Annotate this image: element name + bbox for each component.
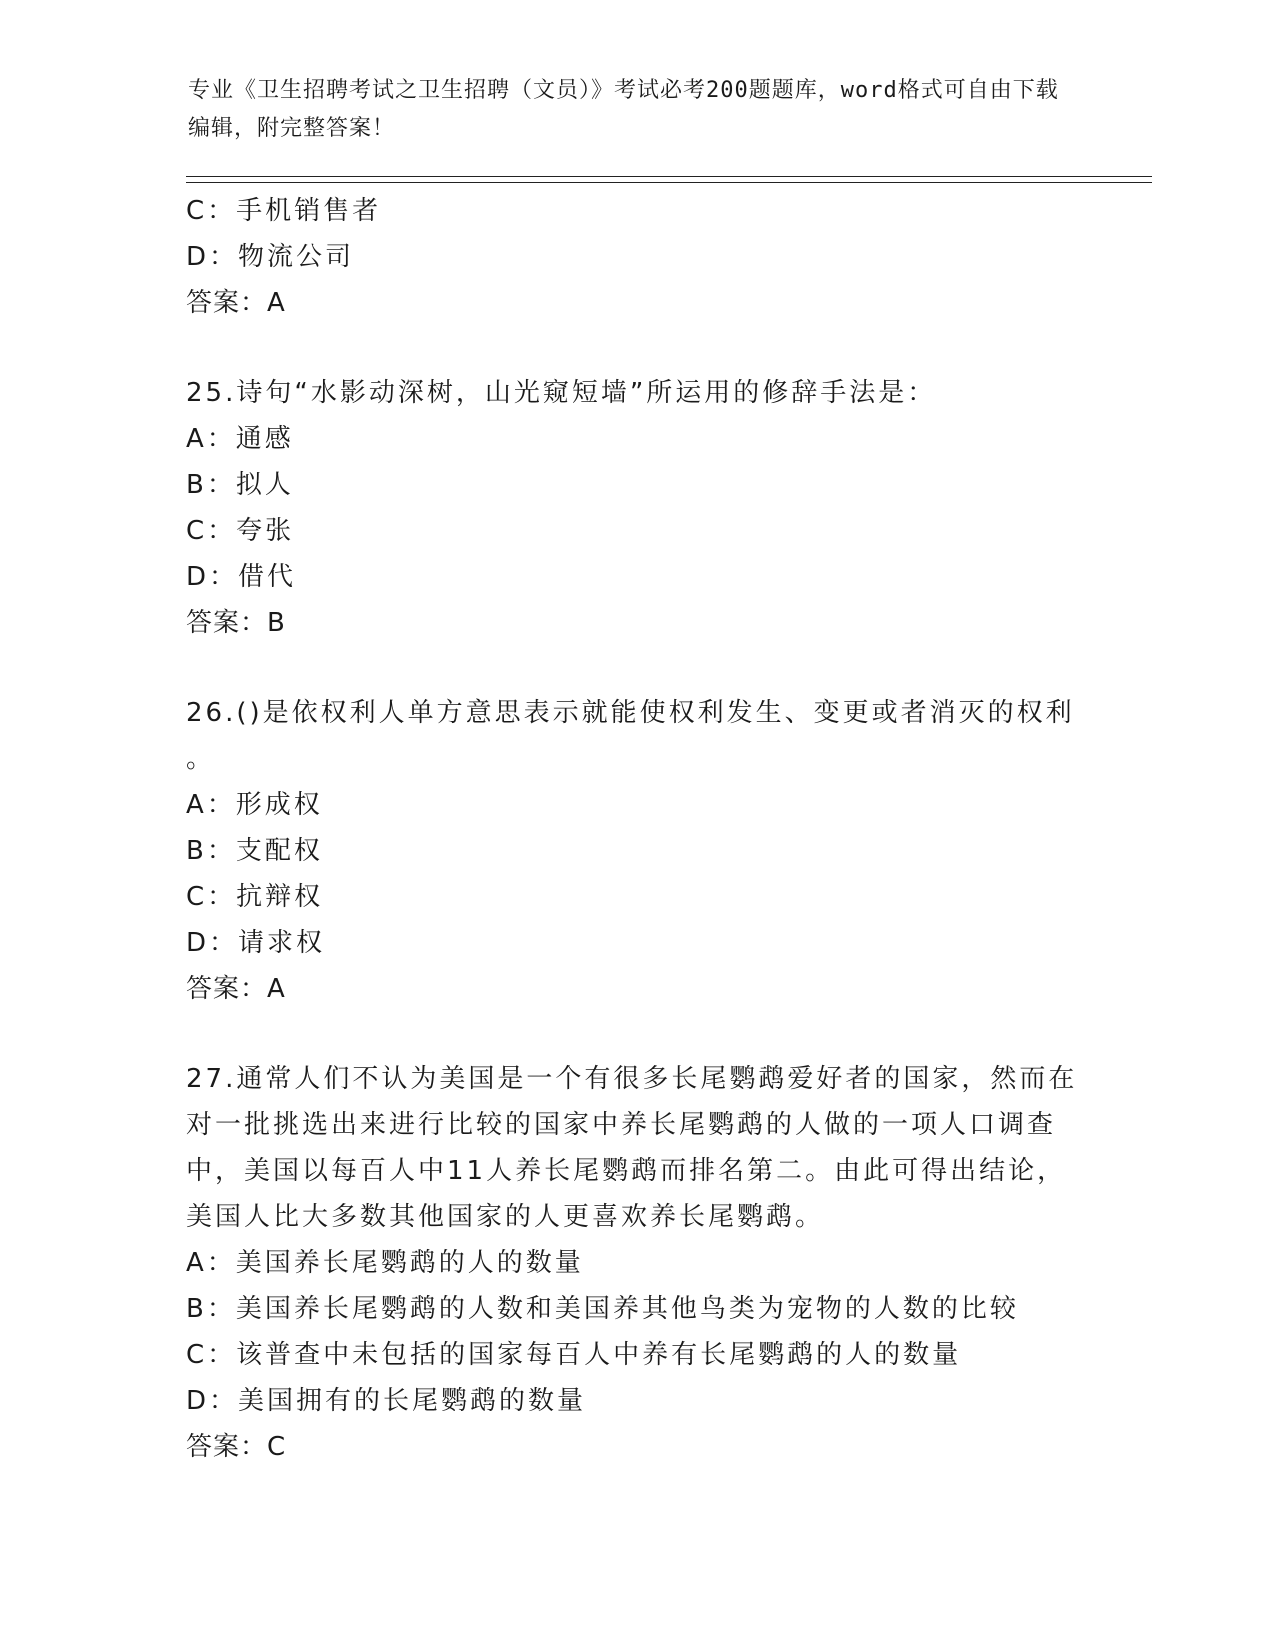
question-text-line: 美国人比大多数其他国家的人更喜欢养长尾鹦鹉。	[186, 1202, 825, 1232]
question-text: 26.()是依权利人单方意思表示就能使权利发生、变更或者消灭的权利	[186, 698, 1075, 728]
option-a: A：通感	[186, 424, 294, 454]
option-b: B：支配权	[186, 836, 323, 866]
option-a: A：形成权	[186, 790, 323, 820]
question-list	[186, 188, 1086, 1470]
option-d: D：借代	[186, 562, 297, 592]
option-d: D：请求权	[186, 928, 326, 958]
option-b: B：拟人	[186, 470, 294, 500]
question-26	[186, 690, 1086, 1012]
option-c: C：抗辩权	[186, 882, 324, 912]
header-rule-bottom	[186, 182, 1152, 183]
document-header: 专业《卫生招聘考试之卫生招聘（文员）》考试必考200题题库，word格式可自由下载编辑，附完整答案！	[188, 78, 1059, 141]
question-text-line: 27.通常人们不认为美国是一个有很多长尾鹦鹉爱好者的国家，然而在	[186, 1064, 1078, 1094]
question-25	[186, 370, 1086, 646]
option-d: D：物流公司	[186, 242, 355, 272]
option-c: C：手机销售者	[186, 196, 382, 226]
header-rule-top	[186, 176, 1152, 177]
answer: 答案：C	[186, 1432, 287, 1462]
option-c: C：夸张	[186, 516, 295, 546]
question-text-tail: 。	[186, 744, 216, 774]
question-text: 25.诗句“水影动深树，山光窥短墙”所运用的修辞手法是：	[186, 378, 937, 408]
option-d: D：美国拥有的长尾鹦鹉的数量	[186, 1386, 587, 1416]
option-a: A：美国养长尾鹦鹉的人的数量	[186, 1248, 584, 1278]
option-c: C：该普查中未包括的国家每百人中养有长尾鹦鹉的人的数量	[186, 1340, 962, 1370]
question-27	[186, 1056, 1086, 1470]
answer: 答案：B	[186, 608, 286, 638]
option-b: B：美国养长尾鹦鹉的人数和美国养其他鸟类为宠物的人数的比较	[186, 1294, 1019, 1324]
answer: 答案：A	[186, 288, 286, 318]
question-text-line: 对一批挑选出来进行比较的国家中养长尾鹦鹉的人做的一项人口调查	[186, 1110, 1057, 1140]
answer: 答案：A	[186, 974, 286, 1004]
question-24-continuation	[186, 188, 1086, 326]
question-text-line: 中，美国以每百人中11人养长尾鹦鹉而排名第二。由此可得出结论，	[186, 1156, 1067, 1186]
